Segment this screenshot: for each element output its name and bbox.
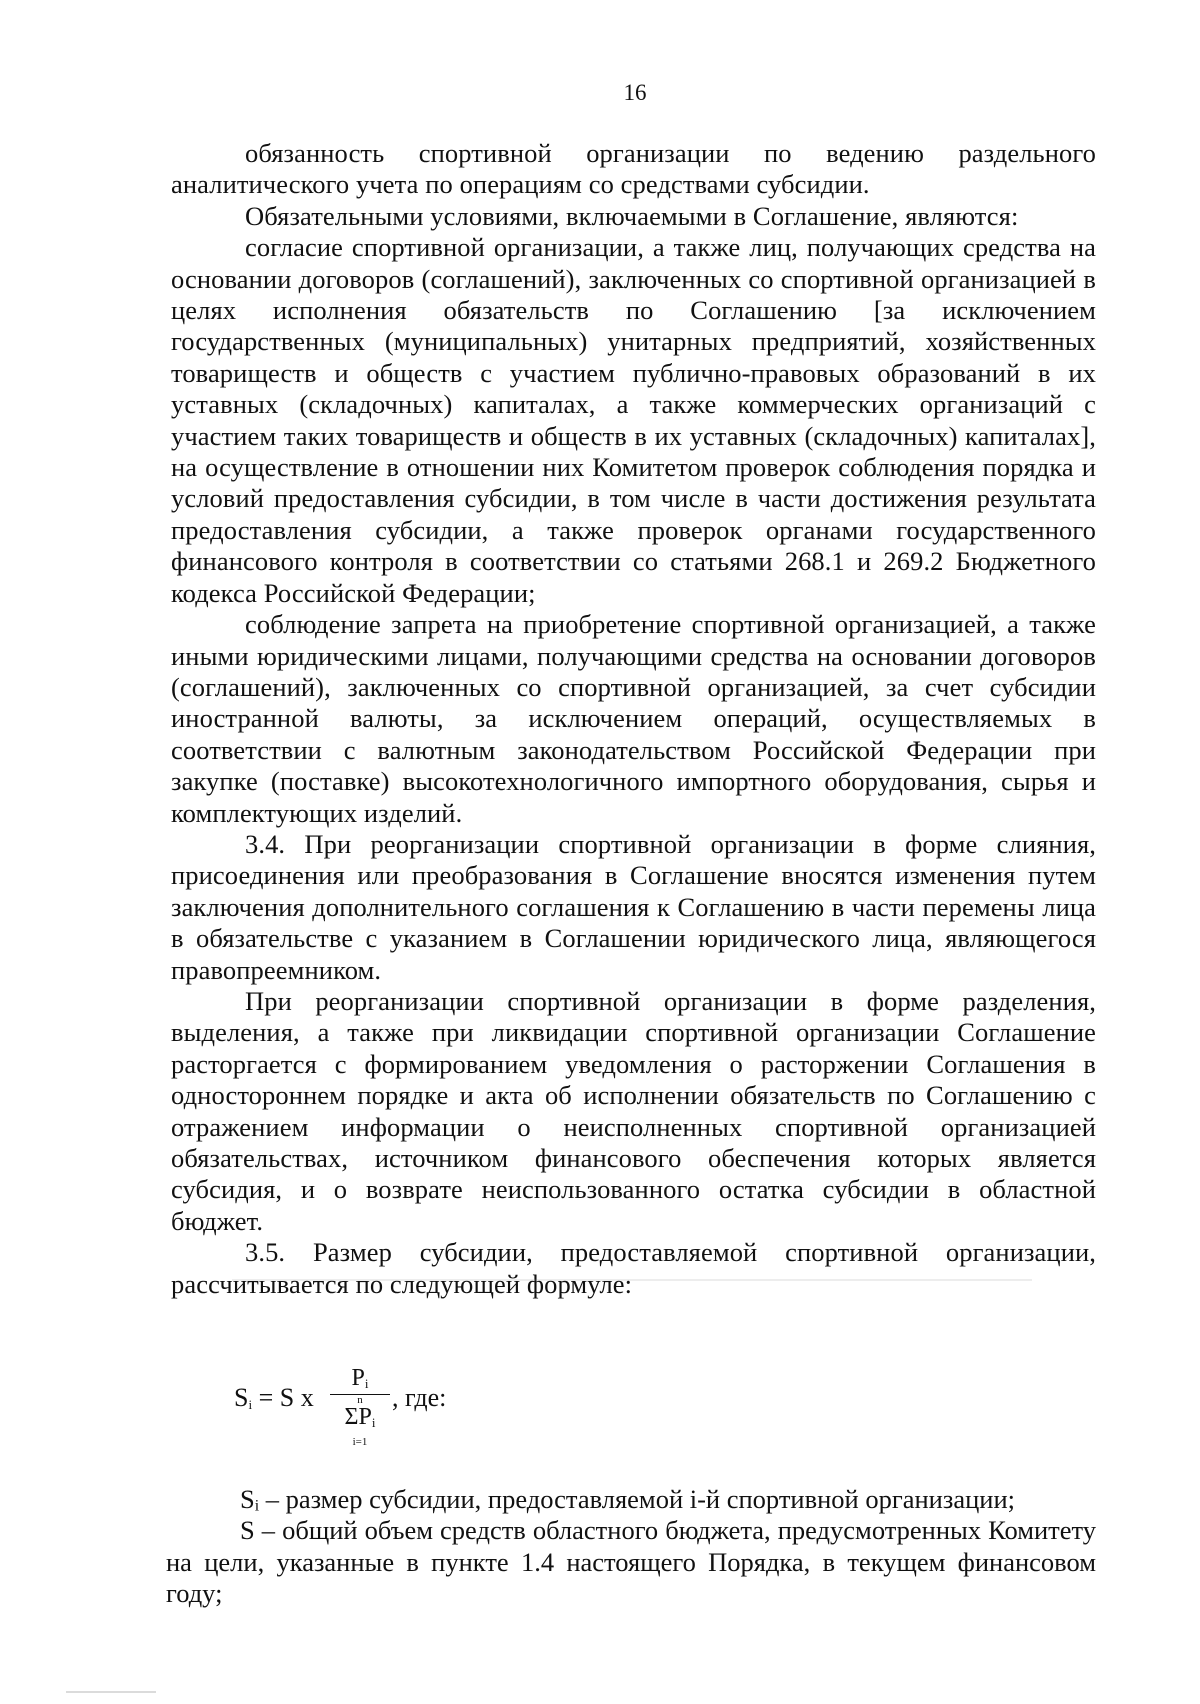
definition-item: Sᵢ – размер субсидии, предоставляемой i-й спортивной организации; — [240, 1484, 1015, 1514]
formula-subscript: i — [371, 1415, 376, 1430]
paragraph: При реорганизации спортивной организации в форме разделения, выделения, а также при ликвидации спортивной организации Соглашение расторгается с формированием уведомления о расторжении Соглашения в одностороннем порядке и акта об исполнении обязательств по Соглашению с отражением информации о неисполненных спортивной организацией обязательствах, источником финансового обеспечения которых является субсидия, и о возврате неиспользованного остатка субсидии в областной бюджет. — [171, 985, 1096, 1236]
sum-upper-limit: n — [357, 1394, 363, 1406]
paragraph: 3.4. При реорганизации спортивной организации в форме слияния, присоединения или преобразования в Соглашение вносятся изменения путем заключения дополнительного соглашения к Соглашению в части перемены лица в обязательстве с указанием в Соглашении юридического лица, являющегося правопреемником. — [171, 828, 1096, 985]
formula-symbol: S — [234, 1383, 249, 1412]
formula-denominator — [330, 1405, 390, 1435]
formula-numerator — [330, 1365, 390, 1395]
formula-symbol: P — [351, 1365, 365, 1391]
formula-lhs — [234, 1383, 314, 1413]
formula-symbol: ΣP — [344, 1404, 372, 1430]
paragraph: обязанность спортивной организации по ведению раздельного аналитического учета по операциям со средствами субсидии. — [171, 138, 1096, 200]
formula-operator: = S x — [258, 1383, 314, 1412]
page-number: 16 — [623, 80, 647, 105]
formula-subscript: i — [364, 1376, 369, 1391]
sum-lower-limit: i=1 — [352, 1436, 368, 1448]
paragraph: 3.5. Размер субсидии, предоставляемой спортивной организации, рассчитывается по следующей формуле: — [171, 1237, 1096, 1299]
definitions — [166, 1484, 1096, 1610]
paragraph: согласие спортивной организации, а также лиц, получающих средства на основании договоров (соглашений), заключенных со спортивной организацией в целях исполнения обязательств по Соглашению [за исключением государственных (муниципальных) унитарных предприятий, хозяйственных товариществ и обществ с участием публично-правовых образований в их уставных (складочных) капиталах, а также коммерческих организаций с участием таких товариществ и обществ в их уставных (складочных) капиталах], на осуществление в отношении них Комитетом проверок соблюдения порядка и условий предоставления субсидии, в том числе в части достижения результата предоставления субсидии, а также проверок органами государственного финансового контроля в соответствии со статьями 268.1 и 269.2 Бюджетного кодекса Российской Федерации; — [171, 232, 1096, 608]
formula-fraction — [330, 1365, 390, 1449]
scan-artifact — [66, 1691, 156, 1693]
body-text — [171, 138, 1096, 1300]
formula-where: , где: — [392, 1383, 447, 1412]
definition-item: S – общий объем средств областного бюджета, предусмотренных Комитету на цели, указанные в пункте 1.4 настоящего Порядка, в текущем финансовом году; — [166, 1515, 1096, 1609]
paragraph: соблюдение запрета на приобретение спортивной организацией, а также иными юридическими лицами, получающими средства на основании договоров (соглашений), заключенных со спортивной организацией, за счет субсидии иностранной валюты, за исключением операций, осуществляемых в соответствии с валютным законодательством Российской Федерации при закупке (поставке) высокотехнологичного импортного оборудования, сырья и комплектующих изделий. — [171, 609, 1096, 828]
scan-artifact — [232, 1279, 1032, 1281]
paragraph: Обязательными условиями, включаемыми в Соглашение, являются: — [245, 200, 1019, 231]
formula-subscript: i — [248, 1397, 253, 1412]
